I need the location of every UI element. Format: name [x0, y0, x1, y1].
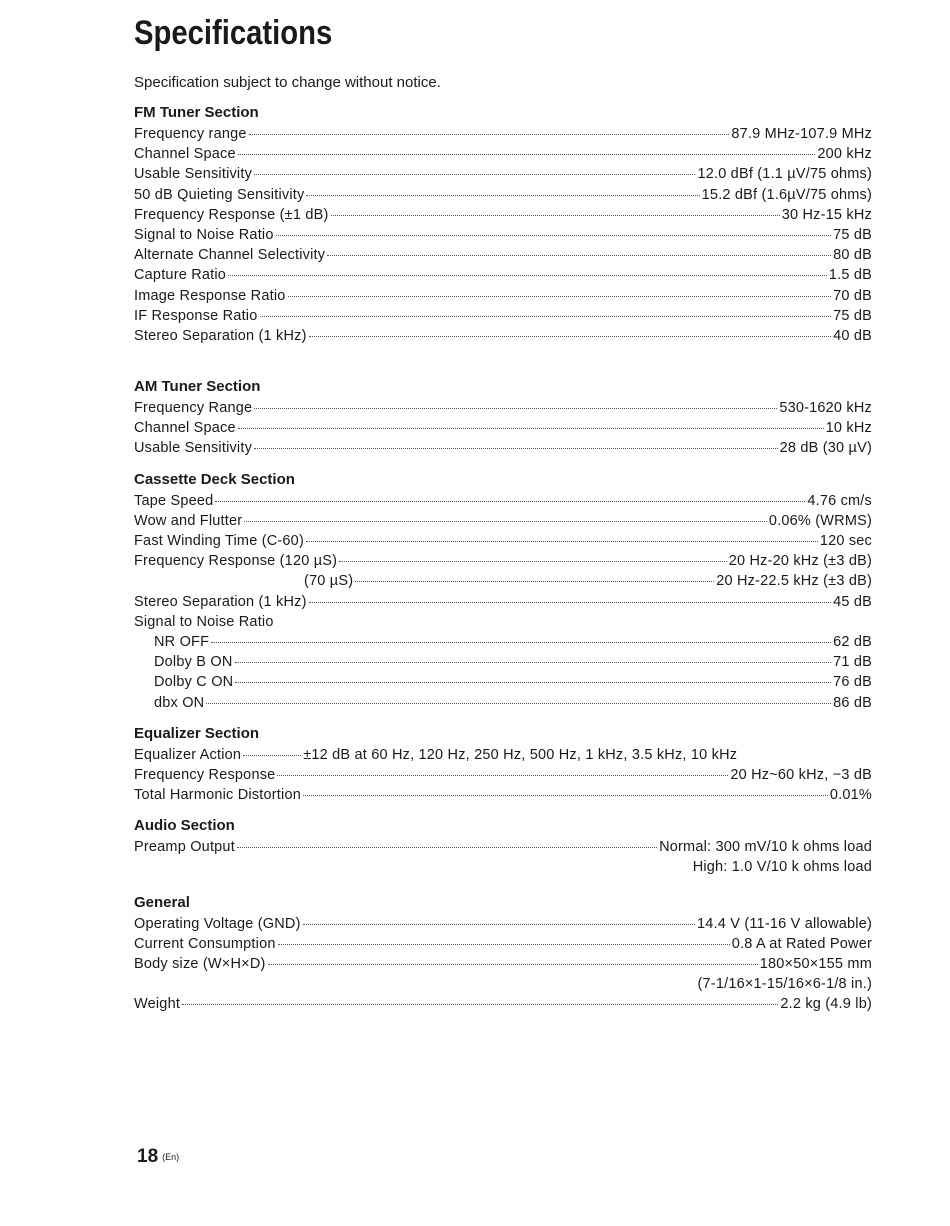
spec-value: 86 dB: [833, 694, 872, 711]
spec-label: Equalizer Action: [134, 746, 242, 763]
language-tag: (En): [162, 1151, 180, 1162]
spec-list: [134, 398, 872, 459]
spec-value: 2.2 kg (4.9 lb): [780, 996, 872, 1013]
spec-label: Operating Voltage (GND): [134, 915, 301, 932]
spec-value: 10 kHz: [825, 420, 872, 437]
spec-value: 4.76 cm/s: [807, 492, 872, 509]
section-heading: FM Tuner Section: [134, 104, 259, 121]
spec-value: 15.2 dBf (1.6µV/75 ohms): [701, 186, 872, 203]
spec-value: 62 dB: [833, 633, 872, 650]
spec-label: Stereo Separation (1 kHz): [134, 593, 307, 610]
spec-row: [134, 571, 872, 591]
spec-value: 20 Hz-22.5 kHz (±3 dB): [716, 573, 872, 590]
spec-value: 45 dB: [833, 593, 872, 610]
spec-label: NR OFF: [154, 633, 210, 650]
spec-value: 75 dB: [833, 307, 872, 324]
spec-value: 30 Hz-15 kHz: [781, 206, 872, 223]
page-title: Specifications: [134, 14, 333, 52]
spec-label: Capture Ratio: [134, 267, 227, 284]
spec-label: Frequency Range: [134, 400, 253, 417]
spec-value: 20 Hz~60 kHz, −3 dB: [730, 766, 872, 783]
spec-row: [134, 837, 872, 857]
spec-value: 1.5 dB: [828, 267, 872, 284]
spec-row: [134, 551, 872, 571]
spec-row: [134, 914, 872, 934]
spec-value: 20 Hz-20 kHz (±3 dB): [728, 553, 872, 570]
spec-label: Fast Winding Time (C-60): [134, 533, 304, 549]
spec-label: dbx ON: [154, 694, 205, 711]
spec-value: High: 1.0 V/10 k ohms load: [692, 859, 872, 876]
spec-row: [134, 245, 872, 265]
spec-label: IF Response Ratio: [134, 307, 258, 324]
spec-row: [134, 438, 872, 458]
spec-list: [134, 124, 872, 346]
spec-row: [134, 326, 872, 346]
equalizer-section: [134, 723, 872, 806]
spec-value: 0.01%: [829, 787, 872, 804]
fm-tuner-section: [134, 102, 872, 346]
spec-row: [134, 185, 872, 205]
spec-label: Current Consumption: [134, 935, 276, 952]
spec-label: Frequency range: [134, 126, 247, 142]
spec-value: 87.9 MHz-107.9 MHz: [731, 126, 872, 142]
spec-row: [134, 511, 872, 531]
spec-label: Frequency Response: [134, 766, 276, 783]
spec-value: 12.0 dBf (1.1 µV/75 ohms): [697, 166, 872, 183]
spec-label: Channel Space: [134, 146, 236, 163]
spec-value: 71 dB: [833, 654, 872, 671]
spec-row: [134, 934, 872, 954]
audio-section: [134, 815, 872, 877]
spec-label: Usable Sensitivity: [134, 440, 253, 457]
subtitle: Specification subject to change without notice.: [134, 74, 441, 91]
spec-label: Total Harmonic Distortion: [134, 787, 301, 804]
spec-row: [134, 974, 872, 994]
spec-label: Frequency Response (±1 dB): [134, 206, 329, 223]
spec-value: 70 dB: [833, 287, 872, 304]
spec-value: Normal: 300 mV/10 k ohms load: [659, 839, 872, 856]
general-section: [134, 892, 872, 1015]
spec-row: [134, 765, 872, 785]
spec-row: [134, 205, 872, 225]
spec-row: [134, 306, 872, 326]
spec-label: Stereo Separation (1 kHz): [134, 327, 307, 344]
spec-row: [134, 418, 872, 438]
spec-value: ±12 dB at 60 Hz, 120 Hz, 250 Hz, 500 Hz, 1 kHz, 3.5 kHz, 10 kHz: [303, 746, 738, 763]
page-number: 18: [137, 1146, 159, 1167]
am-tuner-section: [134, 376, 872, 459]
spec-row: [134, 994, 872, 1014]
spec-row: [134, 225, 872, 245]
spec-row: [134, 632, 872, 652]
page-footer: [137, 1146, 179, 1168]
spec-row: [134, 265, 872, 285]
spec-value: 76 dB: [833, 674, 872, 691]
spec-value: 80 dB: [833, 247, 872, 264]
spec-row: [134, 857, 872, 877]
spec-value: 14.4 V (11-16 V allowable): [696, 915, 872, 932]
cassette-section: [134, 469, 872, 713]
section-heading: AM Tuner Section: [134, 378, 261, 396]
spec-value: 75 dB: [833, 226, 872, 243]
spec-label: Usable Sensitivity: [134, 166, 253, 183]
spec-row: [134, 592, 872, 612]
spec-label: (70 µS): [304, 573, 354, 590]
spec-row: [134, 745, 872, 765]
section-heading: Equalizer Section: [134, 724, 260, 742]
spec-value: 180×50×155 mm: [759, 956, 872, 972]
spec-content: [134, 102, 872, 1015]
spec-value: (7-1/16×1-15/16×6-1/8 in.): [697, 976, 872, 993]
spec-row: [134, 398, 872, 418]
spec-label: Signal to Noise Ratio: [134, 613, 274, 630]
spec-row: [134, 954, 872, 974]
spec-label: Channel Space: [134, 420, 236, 437]
spec-row: [134, 785, 872, 805]
spec-label: Tape Speed: [134, 492, 214, 509]
spec-label: Preamp Output: [134, 839, 235, 856]
spec-label: Dolby C ON: [154, 674, 234, 691]
spec-row: [134, 652, 872, 672]
section-heading: General: [134, 893, 190, 911]
spec-value: 120 sec: [819, 533, 872, 549]
spec-row: [134, 612, 872, 632]
spec-value: 200 kHz: [817, 146, 872, 163]
section-heading: Audio Section: [134, 817, 235, 835]
spec-row: [134, 164, 872, 184]
spec-label: Dolby B ON: [154, 654, 233, 671]
spec-value: 0.8 A at Rated Power: [731, 935, 872, 952]
spec-label: Body size (W×H×D): [134, 956, 266, 972]
spec-row: [134, 491, 872, 511]
spec-value: 0.06% (WRMS): [768, 512, 872, 529]
spec-value: 28 dB (30 µV): [779, 440, 872, 457]
spec-row: [134, 144, 872, 164]
section-heading: Cassette Deck Section: [134, 470, 295, 488]
spec-label: Image Response Ratio: [134, 287, 286, 304]
spec-label: Alternate Channel Selectivity: [134, 247, 326, 264]
spec-label: Frequency Response (120 µS): [134, 553, 338, 570]
spec-row: [134, 531, 872, 551]
spec-row: [134, 286, 872, 306]
spec-label: Signal to Noise Ratio: [134, 226, 274, 243]
spec-row: [134, 672, 872, 692]
spec-value: 40 dB: [833, 327, 872, 344]
spec-row: [134, 693, 872, 713]
spec-label: Wow and Flutter: [134, 512, 243, 529]
spec-value: 530-1620 kHz: [779, 400, 872, 417]
spec-label: 50 dB Quieting Sensitivity: [134, 186, 305, 203]
spec-label: Weight: [134, 996, 181, 1013]
spec-row: [134, 124, 872, 144]
